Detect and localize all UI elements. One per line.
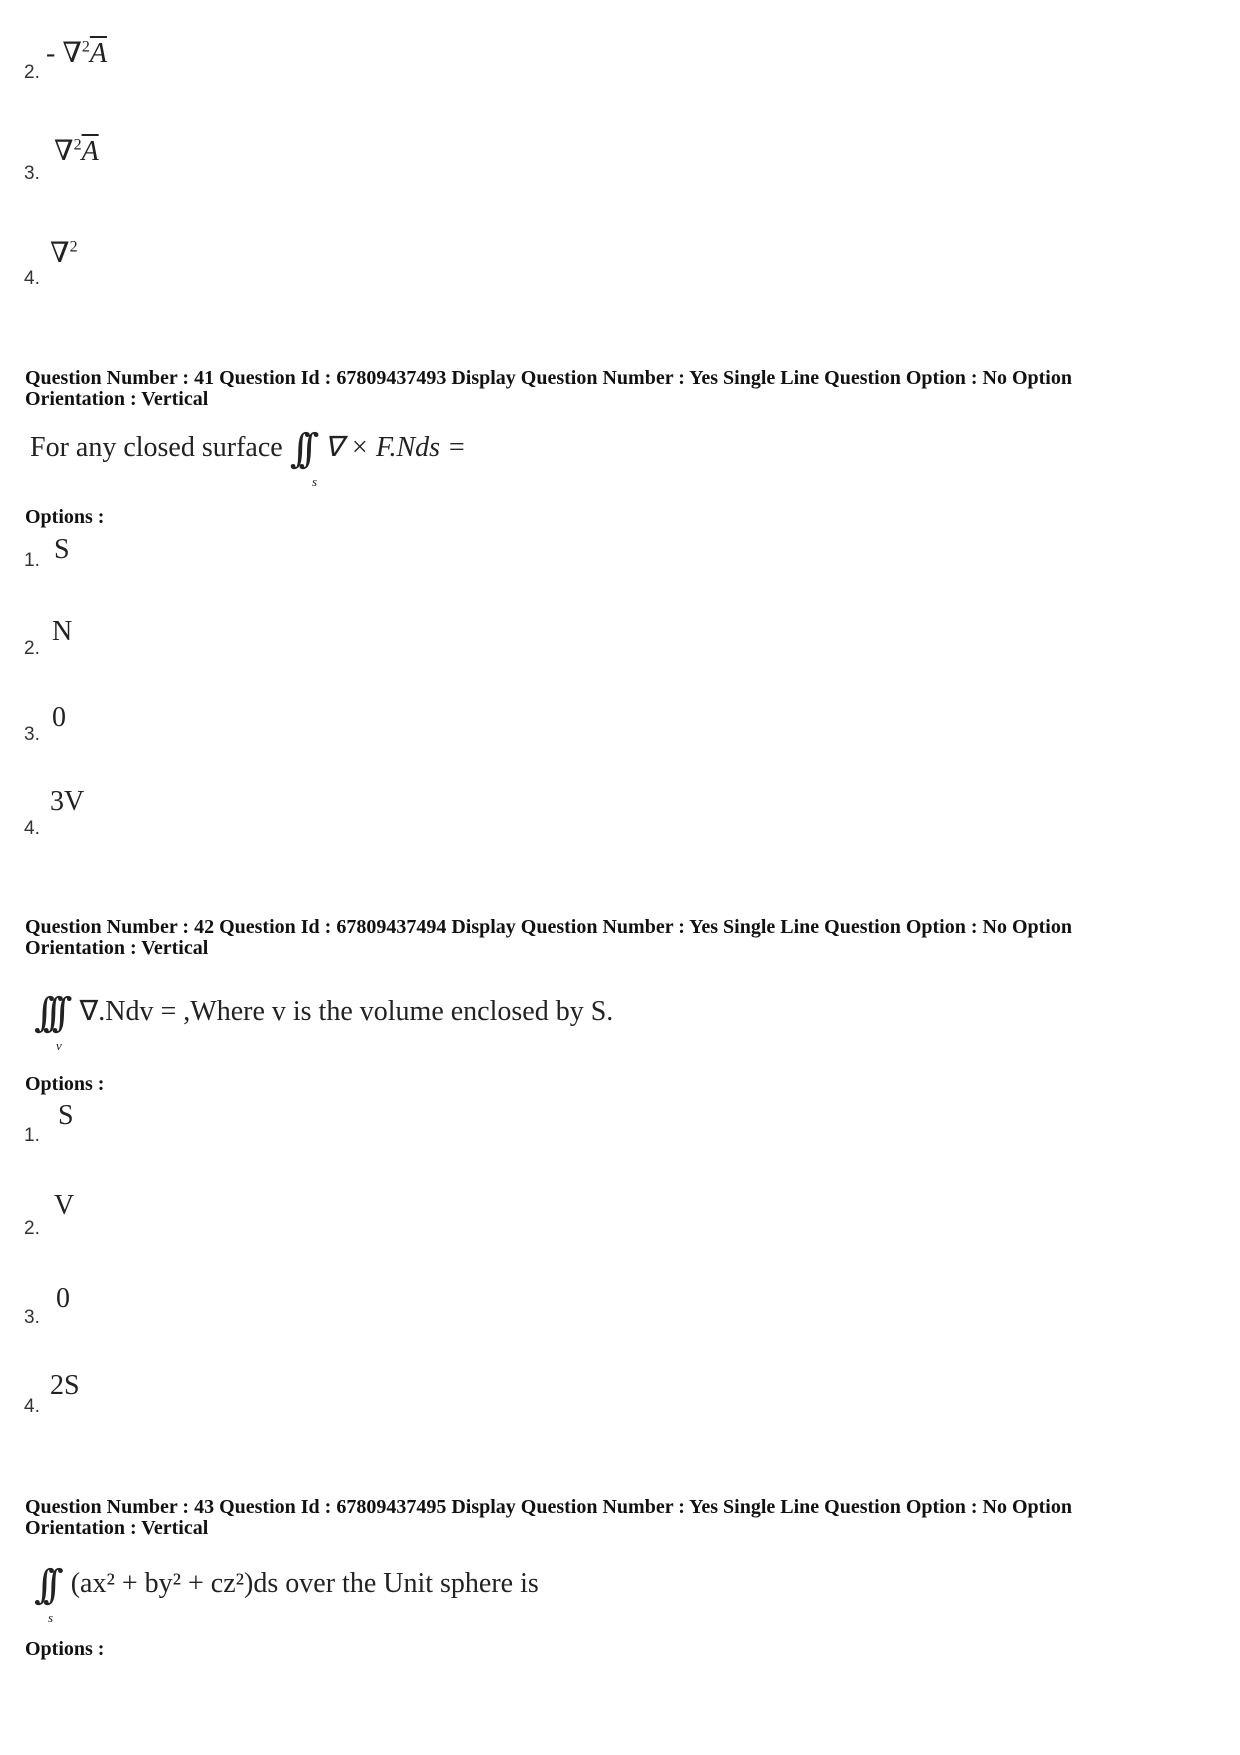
question-meta	[25, 1497, 1215, 1539]
question-text-post: ∇.Ndv = ,Where v is the volume enclosed by S.	[79, 996, 614, 1027]
options-label: Options :	[25, 1073, 105, 1095]
integral-symbol: ∫∫	[289, 426, 308, 472]
option-number: 3.	[24, 724, 40, 745]
question-meta	[25, 917, 1215, 959]
question-meta	[25, 368, 1215, 410]
option-math	[54, 134, 99, 168]
integral-subscript: v	[56, 1038, 62, 1053]
question-text-post: (ax² + by² + cz²)ds over the Unit sphere is	[70, 1568, 539, 1599]
meta-line-2: Orientation : Vertical	[25, 937, 209, 959]
option-number: 4.	[24, 818, 40, 839]
option-number: 1.	[24, 1125, 40, 1146]
option-number: 3.	[24, 163, 40, 184]
option-number: 2.	[24, 62, 40, 83]
meta-line-1: Question Number : 42 Question Id : 67809437494 Display Question Number : Yes Single Line Question Option : No Option	[25, 916, 1072, 938]
meta-line-2: Orientation : Vertical	[25, 1517, 209, 1539]
meta-line-1: Question Number : 43 Question Id : 67809437495 Display Question Number : Yes Single Line Question Option : No Option	[25, 1496, 1072, 1518]
option-number: 3.	[24, 1307, 40, 1328]
superscript: 2	[69, 238, 78, 256]
integral-subscript: s	[312, 474, 318, 489]
nabla-symbol: ∇	[54, 136, 74, 167]
option-number: 4.	[24, 1396, 40, 1417]
nabla-symbol: ∇	[50, 238, 70, 269]
option-text: S	[54, 534, 70, 565]
vector-symbol: $\overline{A}$	[81, 136, 99, 167]
meta-line-2: Orientation : Vertical	[25, 388, 209, 410]
option-math	[50, 236, 78, 270]
options-label: Options :	[25, 506, 105, 528]
integral-subscript: s	[48, 1610, 54, 1625]
option-number: 2.	[24, 1218, 40, 1239]
option-math	[46, 36, 107, 70]
option-number: 2.	[24, 638, 40, 659]
option-text: N	[52, 616, 73, 647]
option-text: V	[54, 1190, 75, 1221]
options-label: Options :	[25, 1638, 105, 1660]
integral-symbol: ∫∫∫	[34, 990, 61, 1036]
option-text: 0	[56, 1283, 70, 1314]
option-text: 3V	[50, 786, 85, 817]
superscript: 2	[81, 38, 90, 56]
superscript: 2	[73, 136, 82, 154]
option-text: 0	[52, 702, 66, 733]
question-text	[34, 990, 614, 1053]
option-text: 2S	[50, 1370, 80, 1401]
option-text: S	[58, 1100, 74, 1131]
option-number: 4.	[24, 268, 40, 289]
option-number: 1.	[24, 550, 40, 571]
integral-symbol: ∫∫	[34, 1562, 52, 1608]
vector-symbol: $\overline{A}$	[89, 38, 107, 69]
nabla-symbol: - ∇	[46, 38, 82, 69]
question-text	[34, 1562, 539, 1625]
question-text	[30, 426, 466, 489]
question-text-post: ∇ × F.Nds =	[324, 432, 466, 463]
meta-line-1: Question Number : 41 Question Id : 67809437493 Display Question Number : Yes Single Line Question Option : No Option	[25, 367, 1072, 389]
question-text-pre: For any closed surface	[30, 432, 283, 463]
